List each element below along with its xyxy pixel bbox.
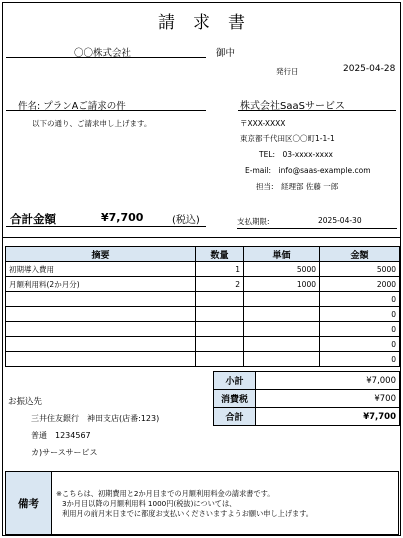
header-unit-price: 単価	[244, 247, 320, 262]
subtotal-label: 小計	[214, 372, 256, 390]
table-row	[6, 322, 400, 337]
table-row	[6, 337, 400, 352]
cell-amount: 2000	[320, 277, 400, 292]
notes-line: ※こちらは、初期費用と2か月目までの月額利用料金の請求書です。	[56, 489, 275, 498]
issue-date: 2025-04-28	[343, 64, 396, 74]
items-header-row	[6, 247, 400, 262]
grand-total-value: ¥7,700	[256, 408, 400, 426]
page-title: 請求書	[158, 13, 263, 33]
bank-holder: カ)サースサービス	[31, 448, 98, 457]
notes-box	[5, 471, 399, 535]
notes-text	[52, 472, 313, 534]
cell-amount: 0	[320, 322, 400, 337]
notes-line: 3か月目以降の月額利用料 1000円(税抜)については、	[62, 498, 237, 508]
grand-total-row	[214, 408, 400, 426]
cell-unit-price	[244, 322, 320, 337]
cell-description: 初期導入費用	[6, 262, 196, 277]
section-divider	[2, 237, 401, 238]
issue-date-label: 発行日	[276, 67, 299, 76]
cell-unit-price	[244, 337, 320, 352]
subject-underline	[6, 110, 206, 111]
intro-text: 以下の通り、ご請求申し上げます。	[32, 119, 152, 128]
cell-quantity	[196, 307, 244, 322]
cell-amount: 0	[320, 292, 400, 307]
notes-line: 利用月の前月末日までに都度お支払いくださいますようお願い申し上げます。	[62, 508, 313, 518]
total-underline	[6, 226, 206, 227]
cell-unit-price	[244, 292, 320, 307]
header-description: 摘要	[6, 247, 196, 262]
cell-description	[6, 307, 196, 322]
cell-quantity	[196, 352, 244, 367]
notes-label: 備考	[6, 472, 52, 534]
table-row	[6, 262, 400, 277]
table-row	[6, 292, 400, 307]
cell-amount: 5000	[320, 262, 400, 277]
subtotal-row	[214, 372, 400, 390]
subtotal-value: ¥7,000	[256, 372, 400, 390]
subject: 件名: プランAご請求の件	[18, 101, 126, 112]
due-date-label: 支払期限:	[237, 217, 270, 226]
table-row	[6, 277, 400, 292]
cell-description: 月額利用料(2か月分)	[6, 277, 196, 292]
cell-quantity	[196, 337, 244, 352]
cell-quantity	[196, 292, 244, 307]
vendor-name: 株式会社SaaSサービス	[240, 101, 345, 112]
cell-quantity	[196, 322, 244, 337]
vendor-underline	[238, 110, 396, 111]
client-honorific: 御中	[216, 48, 236, 59]
cell-amount: 0	[320, 307, 400, 322]
table-row	[6, 307, 400, 322]
total-tax-note: (税込)	[172, 215, 200, 226]
vendor-tel: TEL: 03-xxxx-xxxx	[259, 150, 333, 159]
cell-description	[6, 322, 196, 337]
table-row	[6, 352, 400, 367]
tax-label: 消費税	[214, 390, 256, 408]
client-name: 〇〇株式会社	[74, 48, 132, 59]
vendor-contact: 担当: 経理部 佐藤 一郎	[256, 182, 339, 191]
cell-amount: 0	[320, 352, 400, 367]
tax-row	[214, 390, 400, 408]
bank-branch: 三井住友銀行 神田支店(店番:123)	[31, 414, 160, 423]
cell-description	[6, 337, 196, 352]
total-label: 合計金額	[10, 212, 56, 226]
cell-unit-price: 5000	[244, 262, 320, 277]
cell-description	[6, 352, 196, 367]
cell-quantity: 1	[196, 262, 244, 277]
items-table	[5, 246, 400, 367]
grand-total-label: 合計	[214, 408, 256, 426]
due-underline	[237, 228, 397, 229]
header-amount: 金額	[320, 247, 400, 262]
tax-value: ¥700	[256, 390, 400, 408]
bank-account: 普通 1234567	[31, 431, 91, 440]
client-underline	[6, 57, 206, 58]
vendor-address: 東京都千代田区〇〇町1-1-1	[240, 134, 335, 143]
cell-unit-price: 1000	[244, 277, 320, 292]
header-quantity: 数量	[196, 247, 244, 262]
cell-amount: 0	[320, 337, 400, 352]
vendor-email: E-mail: info@saas-example.com	[245, 166, 371, 175]
summary-table	[213, 371, 400, 426]
bank-title: お振込先	[8, 397, 43, 407]
total-amount: ¥7,700	[101, 211, 144, 224]
cell-description	[6, 292, 196, 307]
due-date: 2025-04-30	[318, 216, 362, 225]
cell-unit-price	[244, 352, 320, 367]
cell-unit-price	[244, 307, 320, 322]
cell-quantity: 2	[196, 277, 244, 292]
vendor-postal: 〒XXX-XXXX	[240, 119, 286, 128]
